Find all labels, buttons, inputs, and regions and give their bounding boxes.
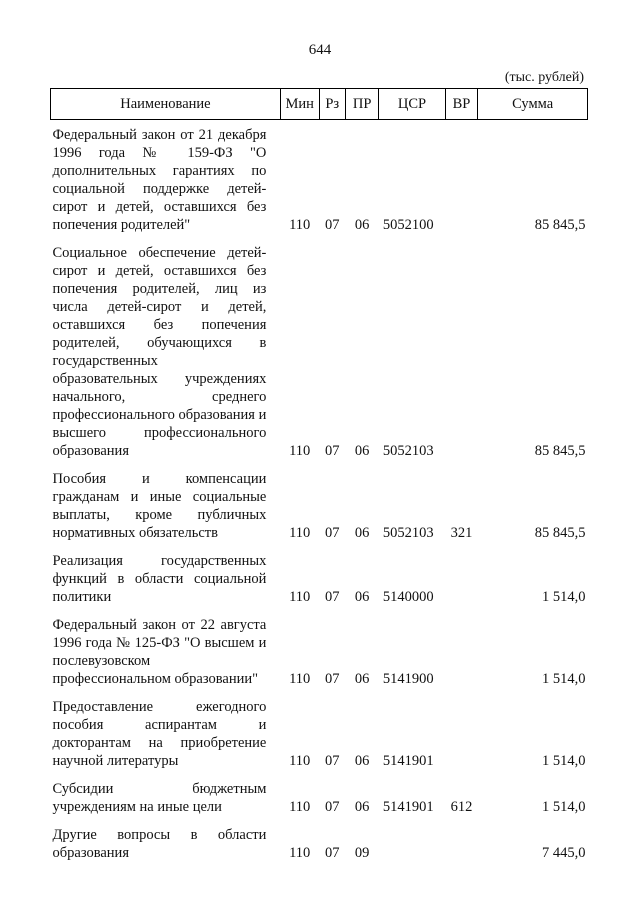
row-sum: 1 514,0 [542, 799, 586, 815]
row-pr: 06 [354, 443, 370, 459]
row-min: 110 [289, 753, 311, 769]
budget-table [50, 88, 588, 866]
table-row [51, 120, 588, 239]
row-sum: 85 845,5 [534, 217, 586, 233]
row-csr [379, 820, 445, 866]
row-rz: 07 [325, 589, 340, 605]
table-row [51, 692, 588, 774]
row-rz: 07 [325, 845, 340, 861]
row-pr: 06 [354, 753, 370, 769]
row-min: 110 [289, 845, 311, 861]
row-min: 110 [289, 217, 311, 233]
units-label: (тыс. рублей) [504, 70, 584, 85]
row-min: 110 [289, 589, 311, 605]
table-row [51, 610, 588, 692]
row-min: 110 [289, 799, 311, 815]
row-name: Реализация государственных функций в области социальной политики [52, 553, 267, 605]
row-rz: 07 [325, 525, 340, 541]
row-vr [445, 120, 478, 239]
row-name: Другие вопросы в области образования [52, 827, 267, 861]
page-number: 644 [308, 42, 332, 58]
row-sum: 85 845,5 [534, 525, 586, 541]
header-sum: Сумма [478, 89, 588, 120]
header-rz: Рз [319, 89, 345, 120]
row-vr: 321 [450, 525, 473, 541]
header-name: Наименование [51, 89, 281, 120]
table-row [51, 774, 588, 820]
row-vr [445, 820, 478, 866]
row-vr [445, 692, 478, 774]
row-pr: 06 [354, 589, 370, 605]
row-name: Пособия и компенсации гражданам и иные социальные выплаты, кроме публичных нормативных обязательств [52, 471, 267, 541]
row-name: Социальное обеспечение детей-сирот и детей, оставшихся без попечения родителей, лиц из числа детей-сирот и детей, оставшихся без попечения родителей, обучающихся в государственных образовательных учреждениях начального, среднего профессионального образования и высшего профессионального образования [52, 245, 267, 459]
row-min: 110 [289, 443, 311, 459]
row-vr: 612 [450, 799, 473, 815]
row-sum: 1 514,0 [542, 671, 586, 687]
row-vr [445, 546, 478, 610]
table-header-row [51, 89, 588, 120]
row-rz: 07 [325, 443, 340, 459]
row-rz: 07 [325, 217, 340, 233]
row-csr: 5141901 [382, 753, 434, 769]
header-min: Мин [280, 89, 319, 120]
row-vr [445, 610, 478, 692]
row-sum: 85 845,5 [534, 443, 586, 459]
row-name: Федеральный закон от 22 августа 1996 года № 125-ФЗ "О высшем и послевузовском профессиональном образовании" [52, 617, 267, 687]
row-rz: 07 [325, 799, 340, 815]
header-pr: ПР [346, 89, 379, 120]
row-pr: 06 [354, 671, 370, 687]
row-pr: 06 [354, 217, 370, 233]
row-csr: 5140000 [382, 589, 434, 605]
row-min: 110 [289, 671, 311, 687]
header-csr: ЦСР [379, 89, 445, 120]
table-row [51, 820, 588, 866]
row-pr: 06 [354, 525, 370, 541]
row-vr [445, 238, 478, 464]
table-row [51, 238, 588, 464]
row-pr: 09 [354, 845, 370, 861]
row-csr: 5141901 [382, 799, 434, 815]
row-sum: 7 445,0 [542, 845, 586, 861]
row-sum: 1 514,0 [542, 589, 586, 605]
table-row [51, 546, 588, 610]
row-rz: 07 [325, 671, 340, 687]
header-vr: ВР [445, 89, 478, 120]
row-csr: 5141900 [382, 671, 434, 687]
row-name: Предоставление ежегодного пособия аспирантам и докторантам на приобретение научной литературы [52, 699, 267, 769]
table-row [51, 464, 588, 546]
row-csr: 5052100 [382, 217, 434, 233]
row-min: 110 [289, 525, 311, 541]
row-sum: 1 514,0 [542, 753, 586, 769]
row-name: Федеральный закон от 21 декабря 1996 года № 159-ФЗ "О дополнительных гарантиях по социальной поддержке детей-сирот и детей, оставшихся без попечения родителей" [52, 127, 267, 233]
row-name: Субсидии бюджетным учреждениям на иные цели [52, 781, 267, 815]
row-csr: 5052103 [382, 525, 434, 541]
row-csr: 5052103 [382, 443, 434, 459]
row-pr: 06 [354, 799, 370, 815]
row-rz: 07 [325, 753, 340, 769]
